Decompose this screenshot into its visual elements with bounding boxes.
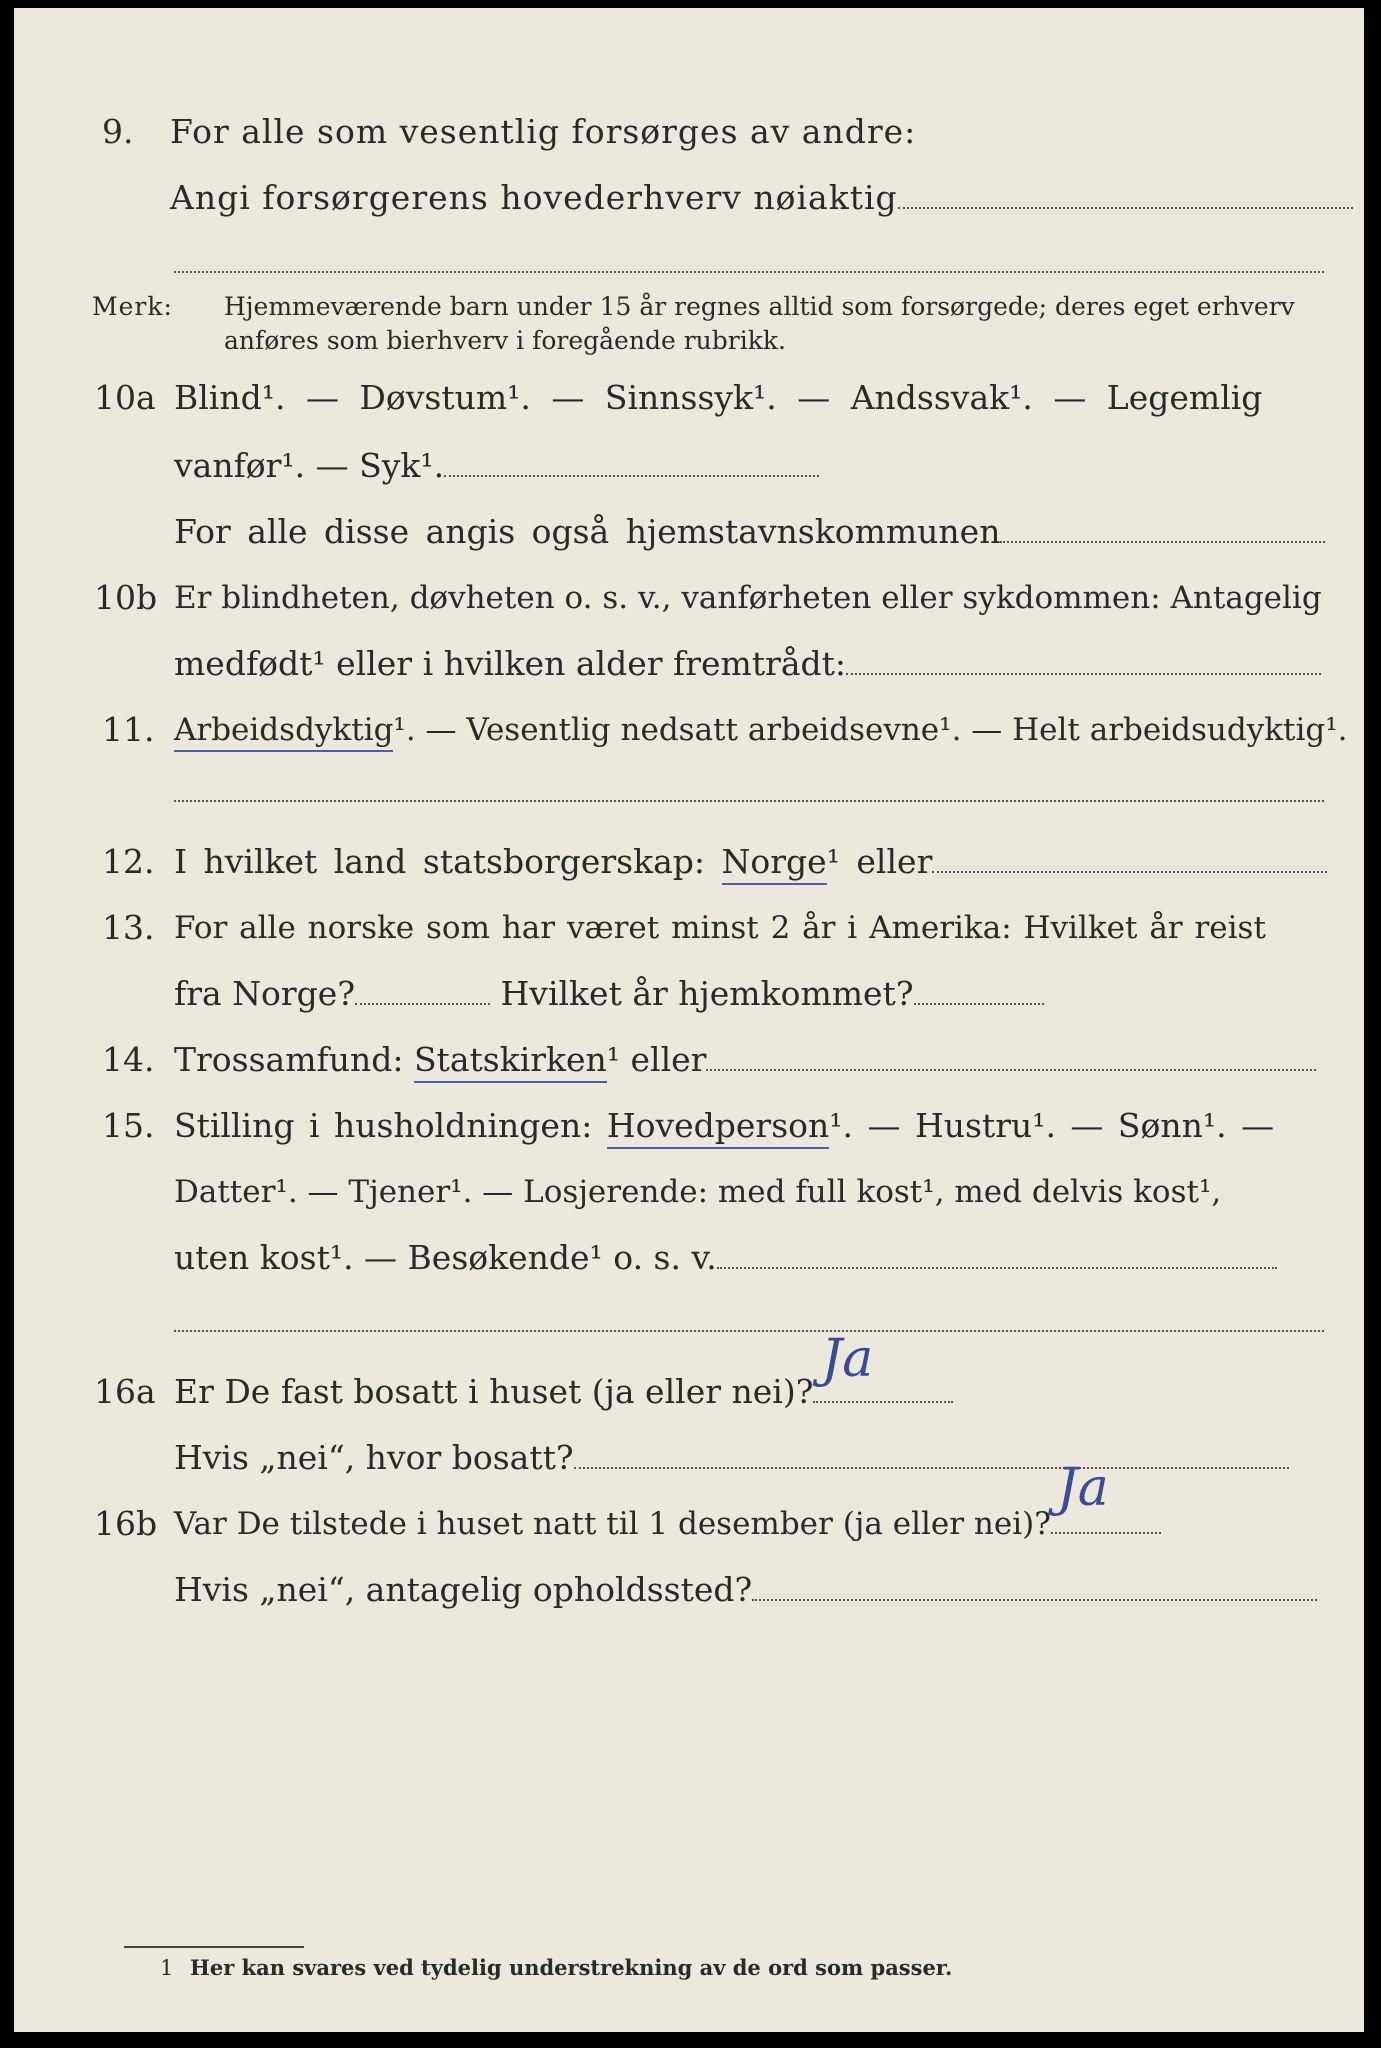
q11-number: 11.	[102, 710, 155, 749]
q10b-answer-field[interactable]	[846, 649, 1321, 675]
q11-option-arbeidsdyktig[interactable]: Arbeidsdyktig	[174, 712, 393, 752]
q9-line2	[170, 178, 1353, 218]
q9-answer-field[interactable]	[898, 183, 1353, 209]
q15-pre: Stilling i husholdningen:	[174, 1106, 593, 1145]
q11-line	[174, 710, 1348, 750]
q15-line2: Datter¹. — Tjener¹. — Losjerende: med full kost¹, med delvis kost¹,	[174, 1174, 1222, 1210]
q10a-line2	[174, 446, 819, 486]
q15-line1	[174, 1106, 1274, 1146]
merk-line1: Hjemmeværende barn under 15 år regnes alltid som forsørgede; deres eget erhverv	[224, 292, 1295, 321]
q15-post: ¹. — Hustru¹. — Sønn¹. —	[829, 1106, 1275, 1145]
q10a-hometown-field[interactable]	[1000, 517, 1325, 543]
q16a-where-field[interactable]	[574, 1443, 1289, 1469]
merk-line2: anføres som bierhverv i foregående rubrikk.	[224, 326, 786, 355]
q10b-line2	[174, 644, 1321, 684]
q16b-answer-field[interactable]	[1051, 1458, 1161, 1534]
q16a-line2	[174, 1438, 1289, 1478]
q16a-answer-field[interactable]	[813, 1329, 953, 1403]
q10b-line2-text: medfødt¹ eller i hvilken alder fremtrådt:	[174, 644, 847, 683]
q13-line1: For alle norske som har været minst 2 år i Amerika: Hvilket år reist	[174, 910, 1266, 946]
q10a-line3-text: For alle disse angis også hjemstavnskommunen	[174, 512, 1001, 551]
q15-line3	[174, 1238, 1277, 1278]
q13-number: 13.	[102, 908, 155, 947]
q13-line2	[174, 974, 1044, 1014]
q14-line	[174, 1040, 1316, 1080]
q16b-line2	[174, 1570, 1317, 1610]
q12-line	[174, 842, 1327, 882]
q14-post: ¹ eller	[606, 1040, 707, 1079]
q10a-line2-text: vanfør¹. — Syk¹.	[174, 446, 445, 485]
footnote-text: Her kan svares ved tydelig understrekning av de ord som passer.	[190, 1955, 953, 1980]
q13-line2-right: Hvilket år hjemkommet?	[500, 974, 914, 1013]
q10b-line1: Er blindheten, døvheten o. s. v., vanførheten eller sykdommen: Antagelig	[174, 580, 1322, 616]
q10a-line3	[174, 512, 1325, 552]
q16b-line2-text: Hvis „nei“, antagelig opholdssted?	[174, 1570, 753, 1609]
q12-post: ¹ eller	[826, 842, 933, 881]
q11-rest: ¹. — Vesentlig nedsatt arbeidsevne¹. — Helt arbeidsudyktig¹.	[393, 712, 1348, 748]
q15-option-hovedperson[interactable]: Hovedperson	[607, 1106, 829, 1149]
q14-pre: Trossamfund:	[174, 1040, 404, 1079]
q10a-line1: Blind¹. — Døvstum¹. — Sinnssyk¹. — Andssvak¹. — Legemlig	[174, 378, 1263, 417]
q16a-number: 16a	[94, 1372, 156, 1411]
q15-number: 15.	[102, 1106, 155, 1145]
q14-option-statskirken[interactable]: Statskirken	[414, 1040, 607, 1083]
q9-answer-rule[interactable]	[174, 271, 1324, 273]
q13-year-left-field[interactable]	[355, 979, 490, 1005]
q15-answer-field[interactable]	[717, 1243, 1277, 1269]
q16b-handwritten-answer: Ja	[1056, 1458, 1109, 1518]
q13-year-returned-field[interactable]	[914, 979, 1044, 1005]
merk-label: Merk:	[92, 292, 173, 321]
q10a-answer-field[interactable]	[444, 451, 819, 477]
q14-answer-field[interactable]	[706, 1045, 1316, 1071]
q9-line2-text: Angi forsørgerens hovederhverv nøiaktig	[170, 178, 898, 217]
q9-line1: For alle som vesentlig forsørges av andre:	[170, 112, 917, 151]
q16b-line1	[174, 1458, 1161, 1544]
q16a-question: Er De fast bosatt i huset (ja eller nei)?	[174, 1372, 814, 1411]
q16b-location-field[interactable]	[752, 1575, 1317, 1601]
q15-answer-rule[interactable]	[174, 1330, 1324, 1332]
q16b-question: Var De tilstede i huset natt til 1 desember (ja eller nei)?	[174, 1506, 1051, 1542]
q13-line2-left: fra Norge?	[174, 974, 356, 1013]
q14-number: 14.	[102, 1040, 155, 1079]
q12-answer-field[interactable]	[932, 847, 1327, 873]
footnote-mark: 1	[160, 1956, 174, 1980]
q16a-line2-text: Hvis „nei“, hvor bosatt?	[174, 1438, 574, 1477]
q16b-number: 16b	[94, 1504, 158, 1543]
q11-answer-rule[interactable]	[174, 800, 1324, 802]
q12-number: 12.	[102, 842, 155, 881]
footnote-divider	[124, 1946, 304, 1948]
q16a-line1	[174, 1329, 953, 1412]
q12-pre: I hvilket land statsborgerskap:	[174, 842, 706, 881]
q15-line3-text: uten kost¹. — Besøkende¹ o. s. v.	[174, 1238, 717, 1277]
q10b-number: 10b	[94, 578, 158, 617]
census-form-page	[14, 8, 1364, 2032]
q16a-handwritten-answer: Ja	[821, 1329, 874, 1389]
q10a-number: 10a	[94, 378, 156, 417]
q12-option-norge[interactable]: Norge	[722, 842, 827, 885]
q9-number: 9.	[102, 112, 134, 151]
